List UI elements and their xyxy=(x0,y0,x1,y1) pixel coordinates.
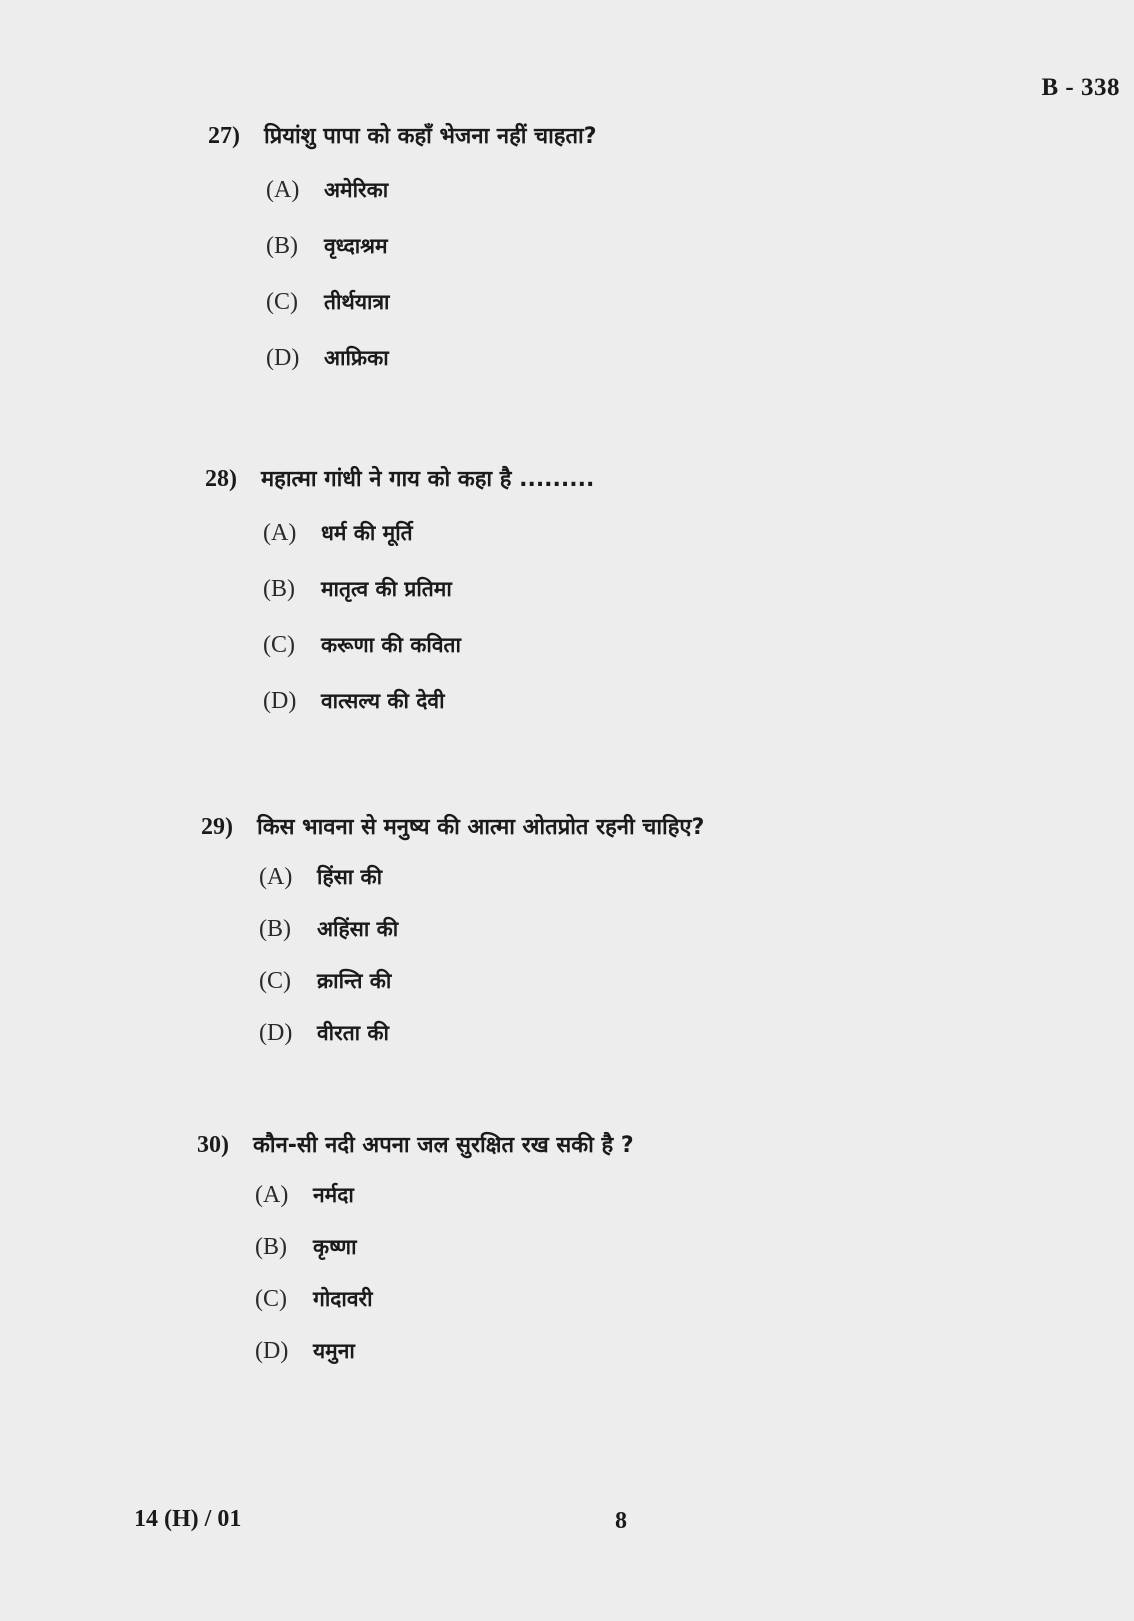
options-list xyxy=(255,1181,634,1365)
page-number: 8 xyxy=(615,1508,627,1534)
option-text: तीर्थयात्रा xyxy=(324,290,390,314)
option-text: हिंसा की xyxy=(317,865,383,889)
question-line xyxy=(201,811,704,841)
option-text: अहिंसा की xyxy=(317,917,399,941)
option-b xyxy=(255,1233,634,1261)
option-letter: (B) xyxy=(263,576,295,602)
option-text: यमुना xyxy=(313,1339,355,1363)
option-letter: (D) xyxy=(263,688,297,714)
option-letter: (D) xyxy=(259,1020,293,1046)
option-d xyxy=(263,687,594,715)
footer-paper-code: 14 (H) / 01 xyxy=(134,1506,242,1532)
options-list xyxy=(259,863,704,1047)
option-letter: (A) xyxy=(255,1182,289,1208)
option-letter: (C) xyxy=(266,289,298,315)
option-text: मातृत्व की प्रतिमा xyxy=(321,577,452,601)
option-letter: (C) xyxy=(259,968,291,994)
option-letter: (B) xyxy=(255,1234,287,1260)
option-text: वात्सल्य की देवी xyxy=(321,689,445,713)
question-text: कौन-सी नदी अपना जल सुरक्षित रख सकी है ? xyxy=(253,1133,634,1158)
question-27 xyxy=(208,120,597,372)
option-letter: (A) xyxy=(263,520,297,546)
option-b xyxy=(266,232,597,260)
option-c xyxy=(255,1285,634,1313)
question-line xyxy=(205,463,594,493)
question-text: महात्मा गांधी ने गाय को कहा है ......... xyxy=(261,467,595,492)
option-letter: (B) xyxy=(259,916,291,942)
option-d xyxy=(255,1337,634,1365)
question-line xyxy=(208,120,597,150)
question-number: 28) xyxy=(205,466,237,492)
option-b xyxy=(263,575,594,603)
option-text: वीरता की xyxy=(317,1021,389,1045)
option-text: कृष्णा xyxy=(313,1235,357,1259)
options-list xyxy=(263,519,594,715)
option-text: आफ्रिका xyxy=(324,346,389,370)
option-letter: (A) xyxy=(266,177,300,203)
option-a xyxy=(266,176,597,204)
question-number: 29) xyxy=(201,814,233,840)
option-b xyxy=(259,915,704,943)
option-c xyxy=(263,631,594,659)
question-line xyxy=(197,1129,634,1159)
option-letter: (C) xyxy=(255,1286,287,1312)
paper-code-header: B - 338 xyxy=(1041,74,1120,101)
option-a xyxy=(263,519,594,547)
question-number: 30) xyxy=(197,1132,229,1158)
option-text: गोदावरी xyxy=(313,1287,373,1311)
option-letter: (B) xyxy=(266,233,298,259)
option-text: करूणा की कविता xyxy=(321,633,461,657)
option-letter: (D) xyxy=(266,345,300,371)
option-d xyxy=(266,344,597,372)
question-30 xyxy=(197,1129,634,1365)
option-text: नर्मदा xyxy=(313,1183,354,1207)
question-text: प्रियांशु पापा को कहाँ भेजना नहीं चाहता? xyxy=(264,124,597,149)
option-d xyxy=(259,1019,704,1047)
option-letter: (C) xyxy=(263,632,295,658)
option-text: अमेरिका xyxy=(324,178,389,202)
question-text: किस भावना से मनुष्य की आत्मा ओतप्रोत रहनी चाहिए? xyxy=(257,815,705,840)
option-text: वृध्दाश्रम xyxy=(324,234,388,258)
option-c xyxy=(266,288,597,316)
option-text: धर्म की मूर्ति xyxy=(321,521,413,545)
option-letter: (D) xyxy=(255,1338,289,1364)
option-a xyxy=(259,863,704,891)
options-list xyxy=(266,176,597,372)
option-text: क्रान्ति की xyxy=(317,969,392,993)
option-letter: (A) xyxy=(259,864,293,890)
question-28 xyxy=(205,463,594,715)
question-number: 27) xyxy=(208,123,240,149)
question-29 xyxy=(201,811,704,1047)
option-c xyxy=(259,967,704,995)
option-a xyxy=(255,1181,634,1209)
